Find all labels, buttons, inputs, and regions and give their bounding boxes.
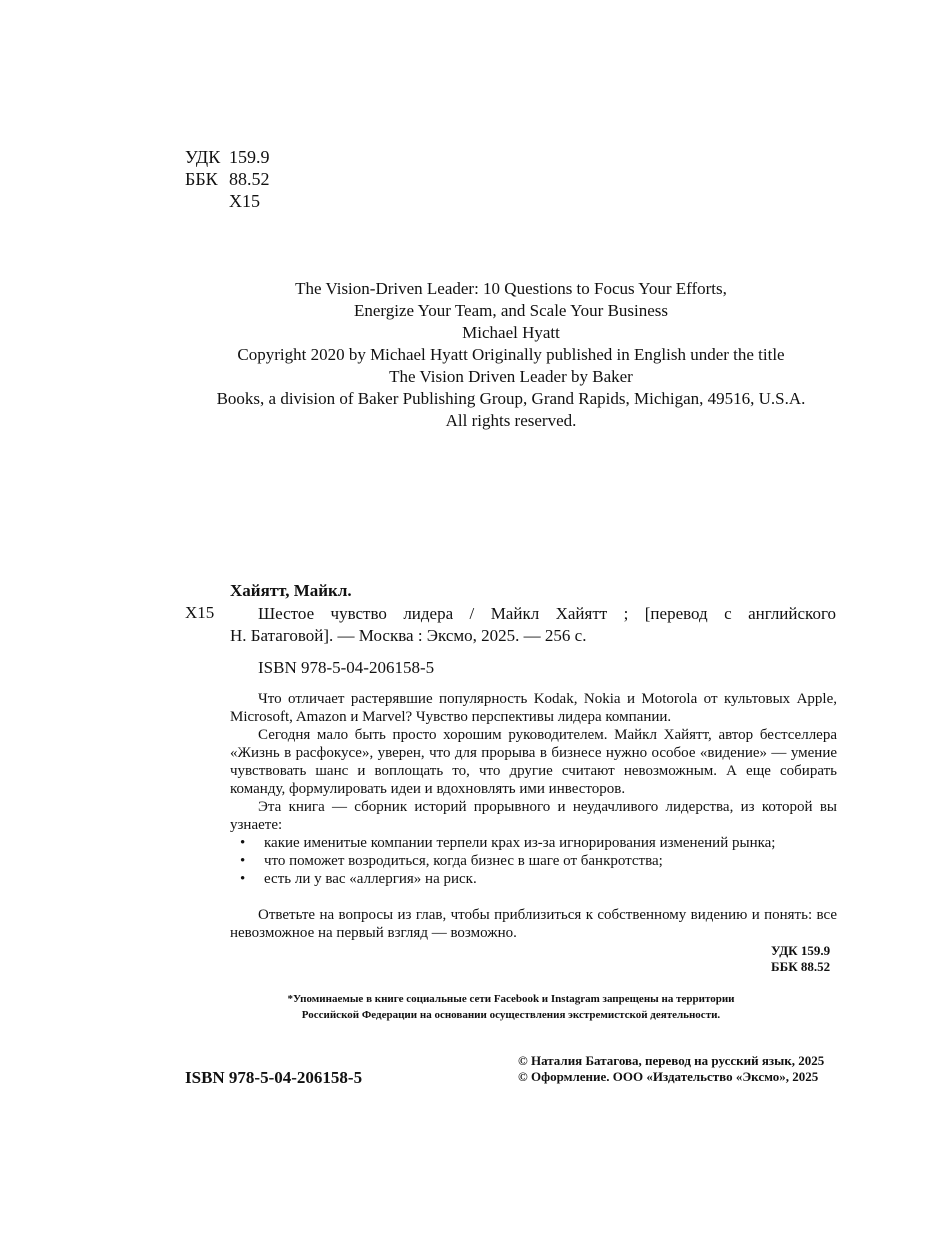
legal-notice [150, 991, 872, 1023]
udk-row [185, 146, 270, 168]
translation-copyright: © Наталия Батагова, перевод на русский язык, 2025 [518, 1053, 825, 1068]
list-item [240, 834, 837, 852]
legal-notice-line1: *Упоминаемые в книге социальные сети Facebook и Instagram запрещены на территории [287, 993, 735, 1005]
list-item-text: что поможет возродиться, когда бизнес в шаге от банкротства; [264, 853, 663, 869]
annotation-bullet-list [230, 834, 837, 888]
classification-codes [185, 146, 270, 212]
bullet-icon: • [240, 835, 246, 851]
bullet-icon: • [240, 871, 246, 887]
rights-line: All rights reserved. [445, 411, 577, 430]
catalog-title-line2: Н. Батаговой]. — Москва : Эксмо, 2025. — 256 с. [230, 626, 587, 645]
bullet-icon: • [240, 853, 246, 869]
original-author: Michael Hyatt [462, 323, 560, 342]
bbk-bottom: ББК 88.52 [771, 959, 831, 974]
footer-isbn: ISBN 978-5-04-206158-5 [185, 1068, 363, 1087]
catalog-author: Хайятт, Майкл. [230, 581, 352, 600]
list-item-text: есть ли у вас «аллергия» на риск. [264, 871, 477, 887]
list-item [240, 870, 837, 888]
classification-bottom [771, 943, 830, 975]
spacer [230, 888, 837, 906]
cutter-code: Х15 [229, 191, 260, 211]
catalog-title-line1: Шестое чувство лидера / Майкл Хайятт ; [перевод с английского [258, 604, 836, 623]
list-item-text: какие именитые компании терпели крах из-за игнорирования изменений рынка; [264, 835, 776, 851]
udk-bottom: УДК 159.9 [771, 943, 831, 958]
annotation [230, 690, 837, 942]
bbk-row [185, 168, 270, 190]
design-copyright: © Оформление. ООО «Издательство «Эксмо», 2025 [518, 1069, 819, 1084]
annotation-paragraph-4: Ответьте на вопросы из глав, чтобы приблизиться к собственному видению и понять: все невозможное на первый взгляд — возможно. [230, 907, 837, 941]
bbk-label: ББК [185, 169, 218, 189]
legal-notice-line2: Российской Федерации на основании осуществления экстремистской деятельности. [301, 1009, 721, 1021]
annotation-paragraph-2: Сегодня мало быть просто хорошим руководителем. Майкл Хайятт, автор бестселлера «Жизнь в расфокусе», уверен, что для прорыва в бизнесе нужно особое «видение» — умение чувствовать шанс и воплощать то, что другие считают невозможным. А еще собирать команду, формулировать идеи и вдохновлять ими инвесторов. [230, 727, 837, 797]
original-title-line: The Vision-Driven Leader: 10 Questions to Focus Your Efforts, [295, 279, 727, 298]
footer-copyright [518, 1053, 824, 1085]
copyright-line: Copyright 2020 by Michael Hyatt Originally published in English under the title [237, 345, 785, 364]
list-item [240, 852, 837, 870]
catalog-cutter: Х15 [185, 603, 215, 622]
original-edition-info [150, 278, 872, 432]
original-title-ref: The Vision Driven Leader by Baker [389, 367, 633, 386]
annotation-paragraph-3: Эта книга — сборник историй прорывного и неудачливого лидерства, из которой вы узнаете: [230, 799, 837, 833]
udk-label: УДК [185, 147, 221, 167]
catalog-isbn: ISBN 978-5-04-206158-5 [258, 658, 435, 677]
annotation-paragraph-1: Что отличает растерявшие популярность Kodak, Nokia и Motorola от культовых Apple, Microsoft, Amazon и Marvel? Чувство перспективы лидера компании. [230, 691, 837, 725]
original-subtitle-line: Energize Your Team, and Scale Your Business [353, 301, 669, 320]
bbk-value: 88.52 [229, 169, 270, 189]
udk-value: 159.9 [229, 147, 270, 167]
publisher-line: Books, a division of Baker Publishing Group, Grand Rapids, Michigan, 49516, U.S.A. [216, 389, 806, 408]
